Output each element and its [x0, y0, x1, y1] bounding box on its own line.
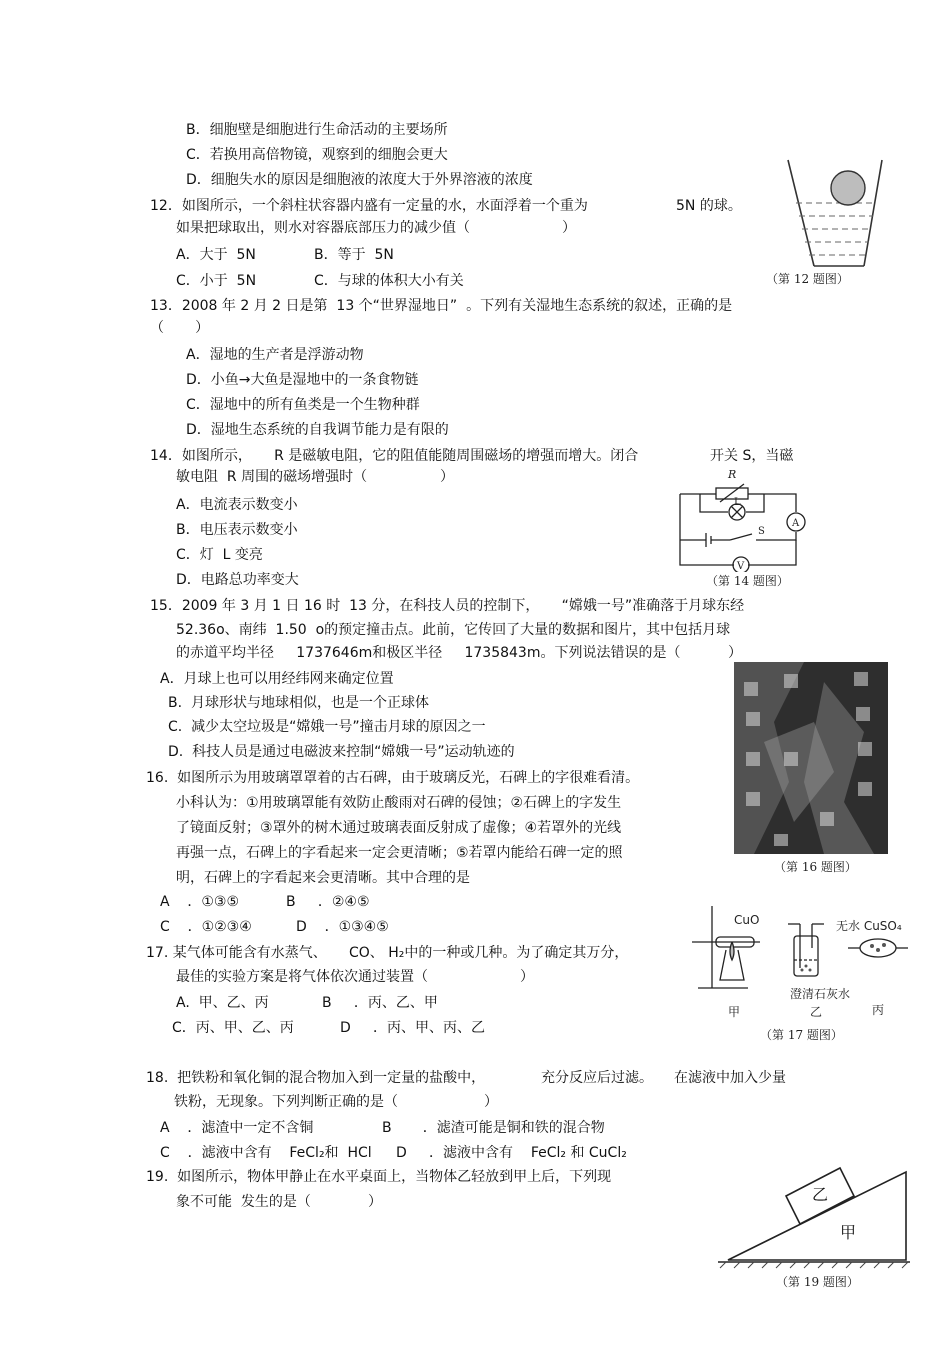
q18-stem-line1a: 18. 把铁粉和氧化铜的混合物加入到一定量的盐酸中， [146, 1070, 486, 1086]
q18-option-c: C ．滤液中含有 FeCl₂和 HCl [160, 1145, 372, 1161]
q18-option-a: A ．滤渣中一定不含铜 [160, 1120, 314, 1136]
q17-label-jia: 甲 [728, 1005, 741, 1019]
q11-option-d: D．细胞失水的原因是细胞液的浓度大于外界溶液的浓度 [186, 172, 533, 188]
q14-option-a: A．电流表示数变小 [176, 497, 298, 513]
q19-incline-figure [716, 1150, 912, 1270]
q15-option-a: A．月球上也可以用经纬网来确定位置 [160, 671, 394, 687]
q12-option-c: C．小于 5N [176, 273, 257, 289]
q14-paren-close: ） [440, 469, 454, 485]
q14-label-l: L [734, 497, 741, 508]
q17-label-cuso4: 无水 CuSO₄ [836, 919, 902, 933]
q14-label-v: V [737, 561, 745, 572]
q15-paren-close: ） [728, 645, 742, 661]
q16-option-a: A ．①③⑤ [160, 894, 240, 910]
q16-option-c: C ．①②③④ [160, 919, 252, 935]
q16-caption: （第 16 题图） [774, 860, 857, 874]
q16-stem-line3: 了镜面反射；③罩外的树木通过玻璃表面反射成了虚像；④若罩外的光线 [176, 820, 622, 836]
q17-option-c: C．丙、甲、乙、丙 [172, 1020, 294, 1036]
q18-stem-line1c: 在滤液中加入少量 [674, 1070, 786, 1086]
q19-label-yi: 乙 [812, 1185, 829, 1204]
q16-stem-line5: 明，石碑上的字看起来会更清晰。其中合理的是 [176, 870, 470, 886]
q11-option-b: B．细胞壁是细胞进行生命活动的主要场所 [186, 122, 448, 138]
q13-option-d: D．湿地生态系统的自我调节能力是有限的 [186, 422, 449, 438]
q17-label-limewater: 澄清石灰水 [790, 987, 851, 1001]
q17-option-b: B ．丙、乙、甲 [322, 995, 438, 1011]
q14-option-c: C．灯 L 变亮 [176, 547, 263, 563]
q19-paren-close: ） [368, 1194, 382, 1210]
q14-circuit-diagram [672, 462, 812, 572]
q16-stem-line4: 再强一点，石碑上的字看起来一定会更清晰；⑤若罩内能给石碑一定的照 [176, 845, 623, 861]
q14-option-b: B．电压表示数变小 [176, 522, 298, 538]
q12-option-d: C．与球的体积大小有关 [314, 273, 464, 289]
q16-stem-line2: 小科认为：①用玻璃罩能有效防止酸雨对石碑的侵蚀；②石碑上的字发生 [176, 795, 622, 811]
q17-paren-close: ） [520, 969, 534, 985]
q12-figure-container [786, 158, 886, 270]
q14-label-s: S [758, 526, 765, 537]
q11-option-c: C．若换用高倍物镜，观察到的细胞会更大 [186, 147, 448, 163]
q19-stem-line2: 象不可能 发生的是（ [176, 1194, 311, 1210]
q15-option-d: D. 科技人员是通过电磁波来控制“嫦娥一号”运动轨迹的 [168, 744, 515, 760]
q17-stem-line2: 最佳的实验方案是将气体依次通过装置（ [176, 969, 428, 985]
q14-caption: （第 14 题图） [706, 574, 789, 588]
q14-stem-line1: 14．如图所示， R 是磁敏电阻，它的阻值能随周围磁场的增强而增大。闭合 [150, 448, 639, 464]
q17-label-bing: 丙 [872, 1003, 885, 1017]
q16-option-b: B ．②④⑤ [286, 894, 370, 910]
q16-option-d: D ．①③④⑤ [296, 919, 389, 935]
q12-ball-weight: 5N 的球。 [676, 198, 742, 214]
q18-stem-line1b: 充分反应后过滤。 [541, 1070, 653, 1086]
q16-stem-line1: 16. 如图所示为用玻璃罩罩着的古石碑，由于玻璃反光，石碑上的字很难看清。 [146, 770, 640, 786]
q17-stem-line1: 17. 某气体可能含有水蒸气、 CO、 H₂中的一种或几种。为了确定其万分， [146, 945, 629, 961]
q14-stem-line2: 敏电阻 R 周围的磁场增强时（ [176, 469, 368, 485]
q18-stem-line2: 铁粉，无现象。下列判断正确的是（ [174, 1094, 398, 1110]
q12-stem-line1: 12．如图所示，一个斜柱状容器内盛有一定量的水，水面浮着一个重为 [150, 198, 588, 214]
q13-option-c: C．湿地中的所有鱼类是一个生物种群 [186, 397, 420, 413]
q17-apparatus-diagram [688, 902, 918, 1020]
q12-option-b: B．等于 5N [314, 247, 394, 263]
q17-label-yi: 乙 [810, 1005, 823, 1019]
q12-stem-line2: 如果把球取出，则水对容器底部压力的减少值（ [176, 220, 470, 236]
q14-label-r: R [728, 468, 737, 481]
q19-stem-line1: 19. 如图所示，物体甲静止在水平桌面上，当物体乙轻放到甲上后，下列现 [146, 1169, 612, 1185]
q13-option-b: D．小鱼→大鱼是湿地中的一条食物链 [186, 372, 419, 388]
q15-stem-line3: 的赤道平均半径 1737646m和极区半径 1735843m。下列说法错误的是（ [176, 645, 681, 661]
q15-option-b: B. 月球形状与地球相似，也是一个正球体 [168, 695, 429, 711]
q15-stem-line2: 52.36o、南纬 1.50 o的预定撞击点。此前，它传回了大量的数据和图片，其中包括月球 [176, 622, 731, 638]
q17-gas-bottle [794, 936, 818, 976]
q12-paren-close: ） [562, 220, 576, 236]
q15-option-c: C. 减少太空垃圾是“嫦娥一号”撞击月球的原因之一 [168, 719, 486, 735]
q19-label-jia: 甲 [840, 1223, 857, 1242]
q12-option-a: A．大于 5N [176, 247, 256, 263]
q14-option-d: D．电路总功率变大 [176, 572, 299, 588]
q17-label-cuo: CuO [734, 913, 760, 927]
q18-option-b: B ．滤渣可能是铜和铁的混合物 [382, 1120, 605, 1136]
q13-option-a: A．湿地的生产者是浮游动物 [186, 347, 364, 363]
q15-stem-line1: 15．2009 年 3 月 1 日 16 时 13 分，在科技人员的控制下， “嫦娥一号”准确落于月球东经 [150, 598, 745, 614]
q17-option-d: D ．丙、甲、丙、乙 [340, 1020, 486, 1036]
q14-switch-text: 开关 S，当磁 [710, 448, 794, 464]
q14-label-a: A [792, 518, 800, 529]
q12-caption: （第 12 题图） [766, 272, 849, 286]
q12-ball [831, 171, 865, 205]
q17-option-a: A. 甲、乙、丙 [176, 995, 269, 1011]
q13-stem-line1: 13．2008 年 2 月 2 日是第 13 个“世界湿地日” 。下列有关湿地生态系统的叙述，正确的是 [150, 298, 733, 314]
q18-paren-close: ） [484, 1094, 498, 1110]
q18-option-d: D ．滤液中含有 FeCl₂ 和 CuCl₂ [396, 1145, 627, 1161]
q19-caption: （第 19 题图） [776, 1275, 859, 1289]
q13-stem-line2: （ ） [150, 320, 210, 336]
q17-caption: （第 17 题图） [760, 1028, 843, 1042]
q16-stone-tablet-photo [734, 662, 888, 854]
